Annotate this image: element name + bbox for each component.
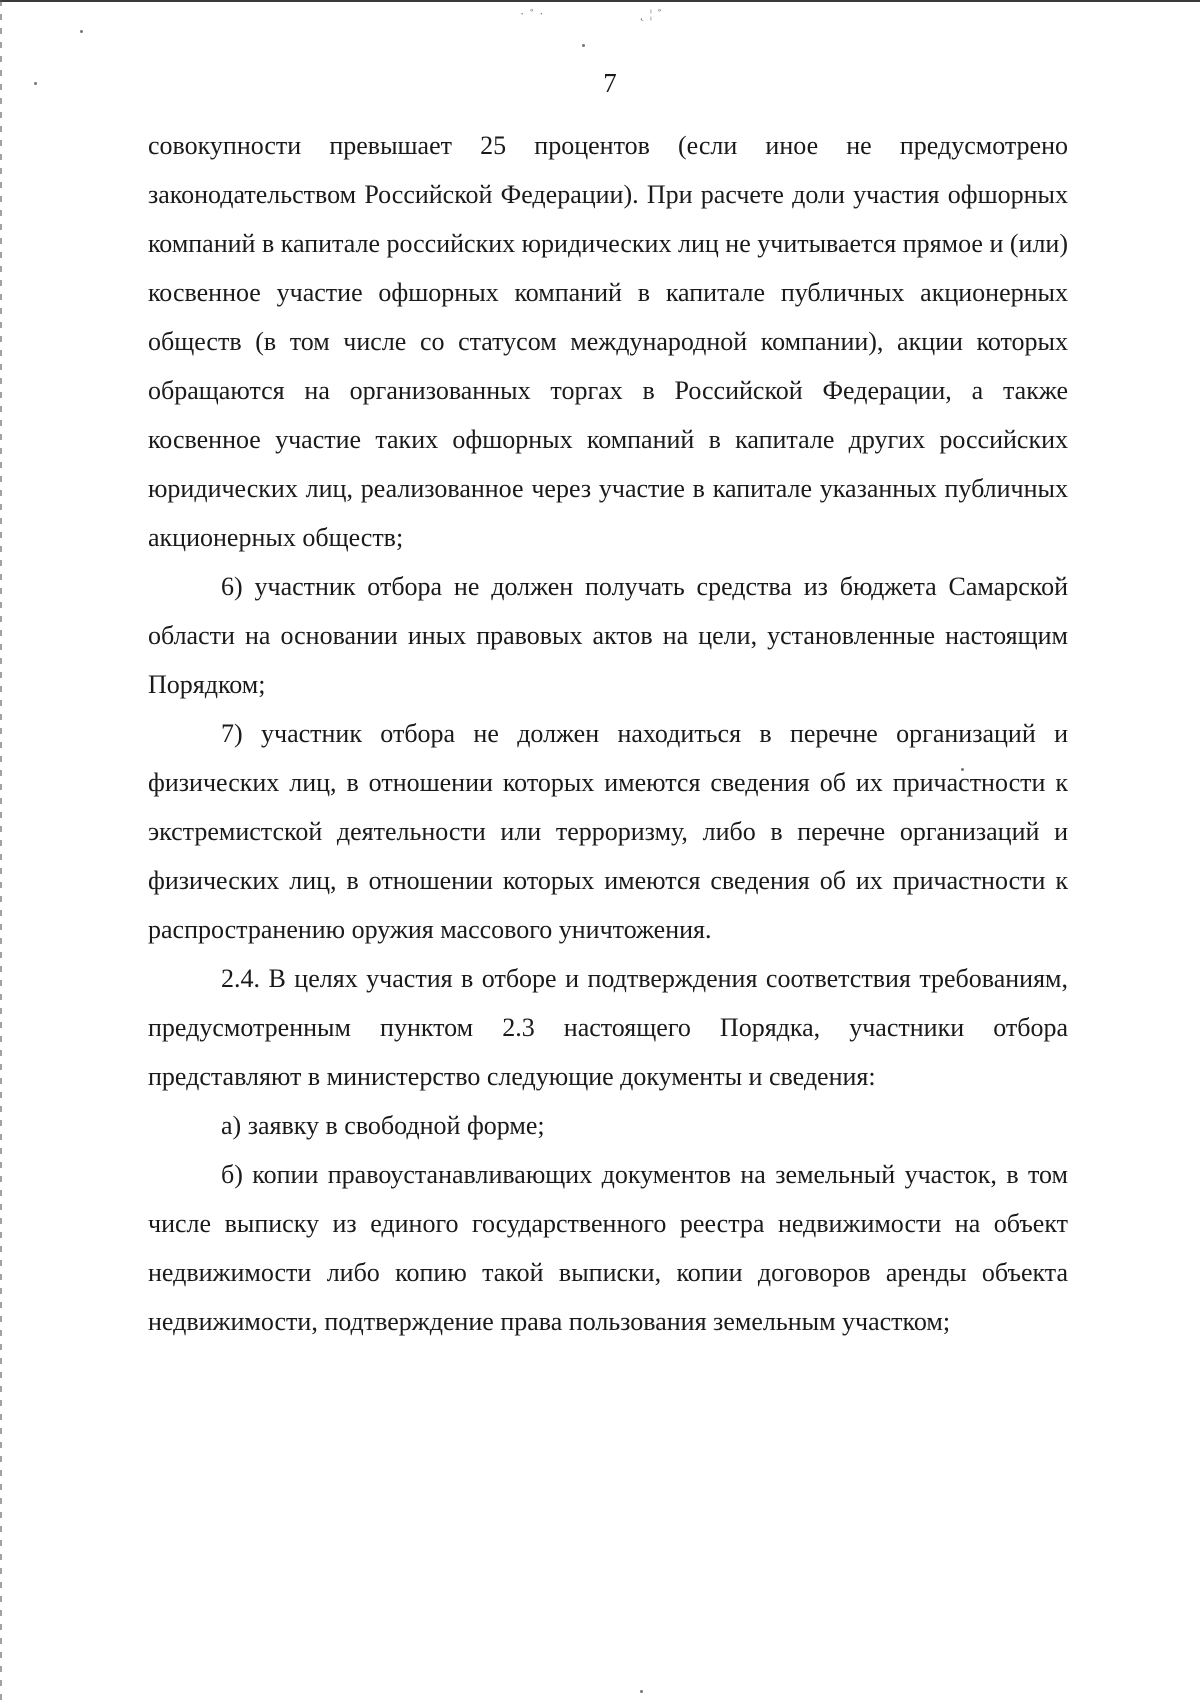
scan-speck — [582, 44, 585, 47]
document-body — [148, 121, 1068, 1346]
paragraph: 2.4. В целях участия в отборе и подтверждения соответствия требованиям, предусмотренным пунктом 2.3 настоящего Порядка, участники отбора представляют в министерство следующие документы и сведения: — [148, 964, 1068, 1091]
scan-top-edge — [0, 0, 1200, 2]
scan-mark: ˛ ¦ ˚ — [640, 6, 663, 21]
paragraph: а) заявку в свободной форме; — [221, 1111, 545, 1140]
scan-speck — [80, 30, 83, 33]
page-number: 7 — [603, 68, 617, 98]
paragraph: 6) участник отбора не должен получать средства из бюджета Самарской области на основании иных правовых актов на цели, установленные настоящим Порядком; — [148, 572, 1068, 699]
scan-speck — [640, 1690, 643, 1693]
scan-mark: · ˚ · — [520, 6, 545, 21]
paragraph: б) копии правоустанавливающих документов на земельный участок, в том числе выписку из единого государственного реестра недвижимости на объект недвижимости либо копию такой выписки, копии договоров аренды объекта недвижимости, подтверждение права пользования земельным участком; — [148, 1160, 1068, 1336]
paragraph: 7) участник отбора не должен находиться в перечне организаций и физических лиц, в отношении которых имеются сведения об их причастности к экстремистской деятельности или терроризму, либо в перечне организаций и физических лиц, в отношении которых имеются сведения об их причастности к распространению оружия массового уничтожения. — [148, 719, 1068, 944]
scan-left-edge — [0, 0, 2, 1708]
paragraph: совокупности превышает 25 процентов (если иное не предусмотрено законодательством Российской Федерации). При расчете доли участия офшорных компаний в капитале российских юридических лиц не учитывается прямое и (или) косвенное участие офшорных компаний в капитале публичных акционерных обществ (в том числе со статусом международной компании), акции которых обращаются на организованных торгах в Российской Федерации, а также косвенное участие таких офшорных компаний в капитале других российских юридических лиц, реализованное через участие в капитале указанных публичных акционерных обществ; — [148, 131, 1068, 552]
